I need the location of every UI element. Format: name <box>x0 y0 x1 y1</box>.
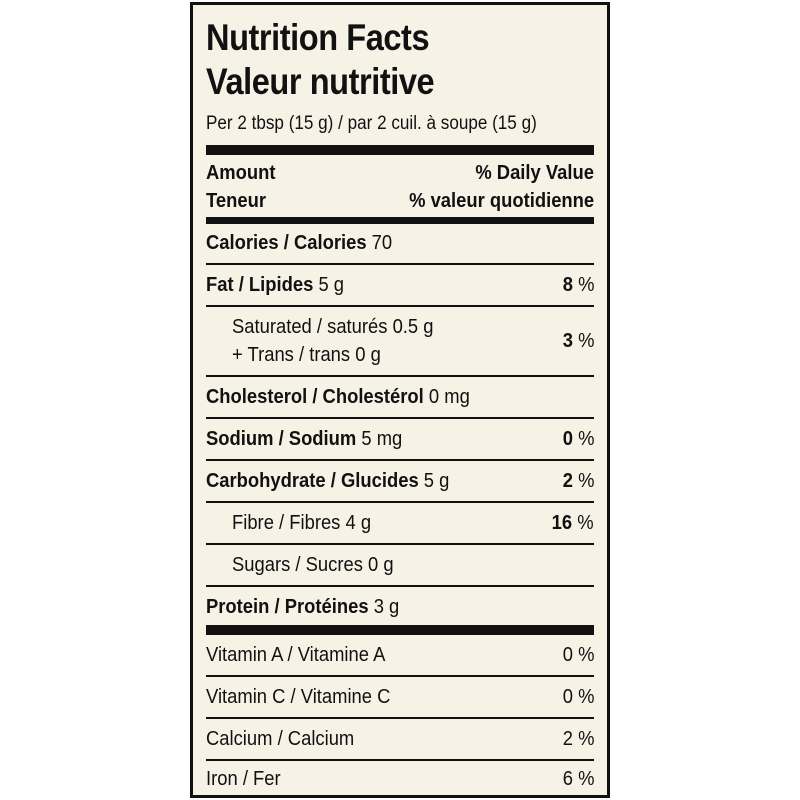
fat-pct-unit: % <box>572 274 594 296</box>
divider <box>206 459 594 461</box>
carbohydrate-pct: 2 <box>562 470 573 492</box>
vitamin-c-name: Vitamin C / Vitamine C <box>206 686 391 708</box>
title-english: Nutrition Facts <box>206 17 430 58</box>
protein-amount: 3 g <box>368 596 400 618</box>
cholesterol-amount: 0 mg <box>423 386 470 408</box>
header-amount-fr: Teneur <box>206 190 266 212</box>
vitamin-a-pct: 0 % <box>562 644 594 666</box>
calcium-name: Calcium / Calcium <box>206 728 355 750</box>
header-amount-en: Amount <box>206 162 276 184</box>
calcium-pct: 2 % <box>562 728 594 750</box>
sodium-amount: 5 mg <box>356 428 403 450</box>
divider <box>206 263 594 265</box>
carbohydrate-pct-unit: % <box>572 470 594 492</box>
carbohydrate-amount: 5 g <box>418 470 450 492</box>
divider <box>206 305 594 307</box>
header-dv-en: % Daily Value <box>475 162 594 184</box>
thick-divider-top <box>206 145 594 155</box>
thick-divider-header <box>206 217 594 224</box>
iron-pct: 6 % <box>562 768 594 790</box>
fibre-pct: 16 <box>552 512 573 534</box>
saturated-pct-unit: % <box>572 330 594 352</box>
sodium-name: Sodium / Sodium <box>206 428 357 450</box>
fat-amount: 5 g <box>313 274 345 296</box>
thick-divider-vitamins <box>206 625 594 635</box>
divider <box>206 675 594 677</box>
cholesterol-name: Cholesterol / Cholestérol <box>206 386 424 408</box>
carbohydrate-name: Carbohydrate / Glucides <box>206 470 419 492</box>
divider <box>206 417 594 419</box>
serving-size: Per 2 tbsp (15 g) / par 2 cuil. à soupe (15 g) <box>206 113 537 134</box>
vitamin-c-pct: 0 % <box>562 686 594 708</box>
sodium-pct: 0 <box>562 428 573 450</box>
sugars-name: Sugars / Sucres 0 g <box>232 554 394 576</box>
divider <box>206 543 594 545</box>
calories-amount: 70 <box>366 232 393 254</box>
vitamin-a-name: Vitamin A / Vitamine A <box>206 644 386 666</box>
fibre-pct-unit: % <box>572 512 594 534</box>
header-dv-fr: % valeur quotidienne <box>408 190 594 212</box>
divider <box>206 585 594 587</box>
sodium-pct-unit: % <box>572 428 594 450</box>
fibre-name: Fibre / Fibres 4 g <box>232 512 372 534</box>
fat-name: Fat / Lipides <box>206 274 314 296</box>
iron-name: Iron / Fer <box>206 768 281 790</box>
nutrition-facts-label <box>190 2 610 798</box>
divider <box>206 717 594 719</box>
protein-name: Protein / Protéines <box>206 596 369 618</box>
saturated-pct: 3 <box>562 330 573 352</box>
saturated-line1: Saturated / saturés 0.5 g <box>232 316 434 338</box>
divider <box>206 759 594 761</box>
fat-pct: 8 <box>562 274 573 296</box>
title-french: Valeur nutritive <box>206 61 435 102</box>
calories-name: Calories / Calories <box>206 232 367 254</box>
trans-line: + Trans / trans 0 g <box>232 344 381 366</box>
divider <box>206 501 594 503</box>
divider <box>206 375 594 377</box>
